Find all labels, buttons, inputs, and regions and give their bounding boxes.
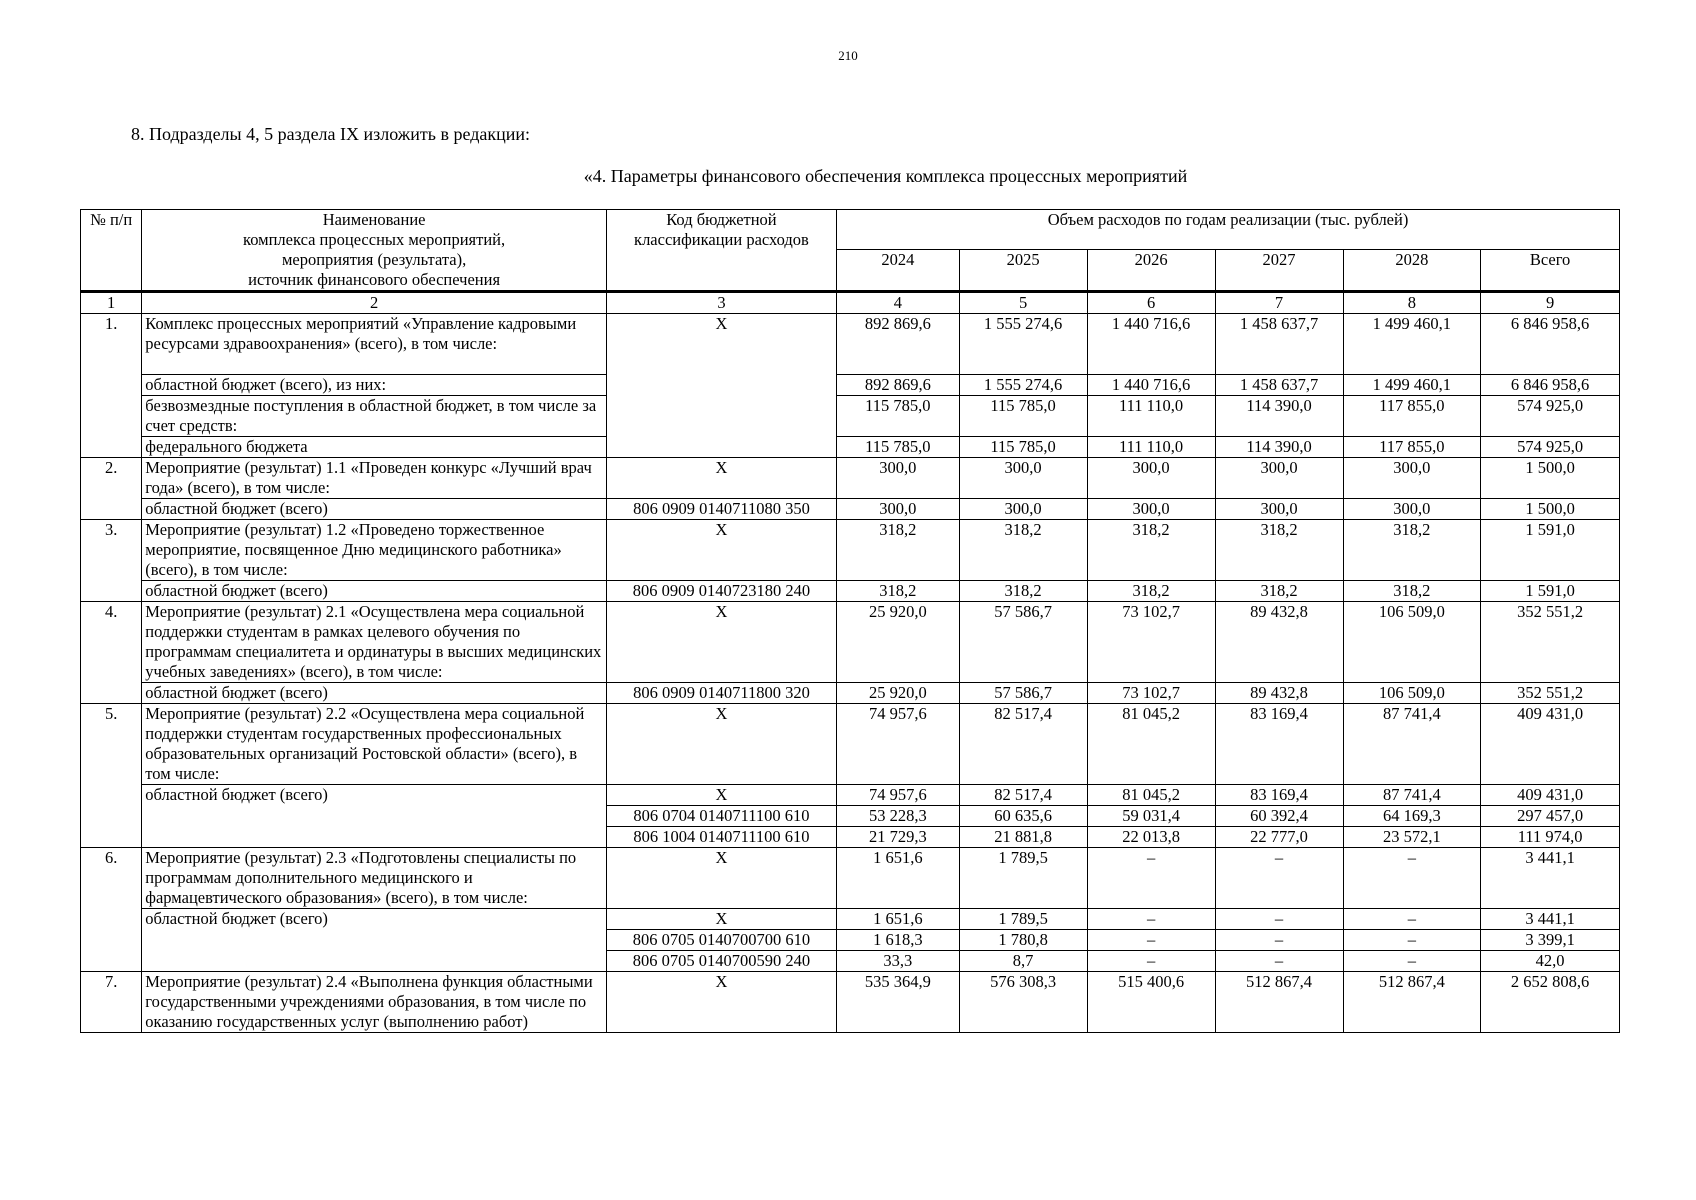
row-value: 81 045,2 xyxy=(1087,785,1215,806)
section-title: «4. Параметры финансового обеспечения комплекса процессных мероприятий xyxy=(583,166,1188,186)
row-num: 6. xyxy=(81,848,142,972)
row-code: 806 1004 0140711100 610 xyxy=(606,827,836,848)
row-value: 111 110,0 xyxy=(1087,396,1215,437)
row-value: 318,2 xyxy=(837,581,960,602)
row-num: 3. xyxy=(81,520,142,602)
row-value: 25 920,0 xyxy=(837,602,960,683)
header-name-line: комплекса процессных мероприятий, xyxy=(243,230,506,249)
row-total: 574 925,0 xyxy=(1481,437,1620,458)
row-total: 409 431,0 xyxy=(1481,785,1620,806)
row-value: – xyxy=(1087,909,1215,930)
table-row xyxy=(81,704,1620,785)
row-value: 106 509,0 xyxy=(1343,683,1481,704)
row-value: 515 400,6 xyxy=(1087,972,1215,1033)
row-num: 2. xyxy=(81,458,142,520)
row-value: 318,2 xyxy=(1215,520,1343,581)
table-row xyxy=(81,848,1620,909)
row-value: 117 855,0 xyxy=(1343,437,1481,458)
row-code: 806 0704 0140711100 610 xyxy=(606,806,836,827)
table-row xyxy=(81,437,1620,458)
col-number: 7 xyxy=(1215,292,1343,314)
row-value: 115 785,0 xyxy=(837,437,960,458)
table-row xyxy=(81,375,1620,396)
table-row xyxy=(81,396,1620,437)
row-value: 1 499 460,1 xyxy=(1343,314,1481,375)
row-value: 318,2 xyxy=(959,581,1087,602)
row-value: 74 957,6 xyxy=(837,785,960,806)
header-year: 2025 xyxy=(959,250,1087,292)
intro-text: 8. Подразделы 4, 5 раздела IX изложить в редакции: xyxy=(131,124,530,144)
row-num: 7. xyxy=(81,972,142,1033)
row-total: 3 441,1 xyxy=(1481,909,1620,930)
row-code: 806 0705 0140700590 240 xyxy=(606,951,836,972)
row-value: 1 651,6 xyxy=(837,848,960,909)
table-row xyxy=(81,499,1620,520)
row-code: X xyxy=(606,704,836,785)
row-value: 73 102,7 xyxy=(1087,602,1215,683)
row-value: 1 651,6 xyxy=(837,909,960,930)
row-total: 6 846 958,6 xyxy=(1481,314,1620,375)
row-value: – xyxy=(1343,951,1481,972)
row-total: 3 441,1 xyxy=(1481,848,1620,909)
row-total: 409 431,0 xyxy=(1481,704,1620,785)
header-name xyxy=(142,210,607,292)
row-value: 300,0 xyxy=(1215,458,1343,499)
row-value: 892 869,6 xyxy=(837,375,960,396)
row-name: областной бюджет (всего) xyxy=(142,683,607,704)
row-total: 1 591,0 xyxy=(1481,520,1620,581)
row-value: – xyxy=(1343,930,1481,951)
row-value: 53 228,3 xyxy=(837,806,960,827)
header-year: 2027 xyxy=(1215,250,1343,292)
row-value: 82 517,4 xyxy=(959,785,1087,806)
row-value: 1 440 716,6 xyxy=(1087,314,1215,375)
row-value: 115 785,0 xyxy=(959,396,1087,437)
row-value: 1 458 637,7 xyxy=(1215,314,1343,375)
header-name-line: Наименование xyxy=(322,210,426,229)
row-code: X xyxy=(606,602,836,683)
row-value: 25 920,0 xyxy=(837,683,960,704)
row-name: Мероприятие (результат) 2.3 «Подготовлены специалисты по программам дополнительного медицинского и фармацевтического образования» (всего), в том числе: xyxy=(142,848,607,909)
table-row xyxy=(81,314,1620,375)
row-total: 42,0 xyxy=(1481,951,1620,972)
col-number: 1 xyxy=(81,292,142,314)
row-value: 300,0 xyxy=(837,499,960,520)
table-row xyxy=(81,909,1620,930)
row-value: 59 031,4 xyxy=(1087,806,1215,827)
col-number: 6 xyxy=(1087,292,1215,314)
row-total: 1 500,0 xyxy=(1481,458,1620,499)
col-number: 4 xyxy=(837,292,960,314)
row-name: областной бюджет (всего) xyxy=(142,785,607,848)
table-row xyxy=(81,683,1620,704)
row-value: 22 777,0 xyxy=(1215,827,1343,848)
row-code: X xyxy=(606,909,836,930)
table-row xyxy=(81,458,1620,499)
row-name: Мероприятие (результат) 1.2 «Проведено торжественное мероприятие, посвященное Дню медицинского работника» (всего), в том числе: xyxy=(142,520,607,581)
row-value: 1 555 274,6 xyxy=(959,314,1087,375)
row-value: 60 392,4 xyxy=(1215,806,1343,827)
header-code xyxy=(606,210,836,292)
row-value: 22 013,8 xyxy=(1087,827,1215,848)
row-name: Мероприятие (результат) 1.1 «Проведен конкурс «Лучший врач года» (всего), в том числе: xyxy=(142,458,607,499)
row-code: X xyxy=(606,848,836,909)
row-value: 512 867,4 xyxy=(1343,972,1481,1033)
financing-table xyxy=(80,209,1620,1033)
row-value: 318,2 xyxy=(959,520,1087,581)
row-code: X xyxy=(606,520,836,581)
row-name: областной бюджет (всего), из них: xyxy=(142,375,607,396)
row-total: 352 551,2 xyxy=(1481,683,1620,704)
row-value: 300,0 xyxy=(1087,499,1215,520)
row-code: 806 0705 0140700700 610 xyxy=(606,930,836,951)
row-value: 535 364,9 xyxy=(837,972,960,1033)
row-total: 3 399,1 xyxy=(1481,930,1620,951)
row-value: – xyxy=(1087,951,1215,972)
table-row xyxy=(81,972,1620,1033)
row-total: 352 551,2 xyxy=(1481,602,1620,683)
row-value: 318,2 xyxy=(837,520,960,581)
row-value: 23 572,1 xyxy=(1343,827,1481,848)
row-value: 576 308,3 xyxy=(959,972,1087,1033)
row-total: 111 974,0 xyxy=(1481,827,1620,848)
header-name-line: мероприятия (результата), xyxy=(281,250,467,269)
row-name: областной бюджет (всего) xyxy=(142,909,607,972)
row-name: Комплекс процессных мероприятий «Управление кадровыми ресурсами здравоохранения» (всего), в том числе: xyxy=(142,314,607,375)
row-value: 74 957,6 xyxy=(837,704,960,785)
row-value: 1 618,3 xyxy=(837,930,960,951)
header-year: 2026 xyxy=(1087,250,1215,292)
row-value: 60 635,6 xyxy=(959,806,1087,827)
row-value: 1 499 460,1 xyxy=(1343,375,1481,396)
row-value: 318,2 xyxy=(1087,581,1215,602)
row-value: 300,0 xyxy=(837,458,960,499)
row-value: 64 169,3 xyxy=(1343,806,1481,827)
column-numbers-row xyxy=(81,292,1620,314)
header-volume: Объем расходов по годам реализации (тыс. рублей) xyxy=(837,210,1620,250)
table-row xyxy=(81,785,1620,806)
row-value: 81 045,2 xyxy=(1087,704,1215,785)
row-value: 87 741,4 xyxy=(1343,785,1481,806)
row-name: Мероприятие (результат) 2.1 «Осуществлена мера социальной поддержки студентам в рамках целевого обучения по программам специалитета и ординатуры в высших медицинских учебных заведениях» (всего), в том числе: xyxy=(142,602,607,683)
row-value: 1 555 274,6 xyxy=(959,375,1087,396)
row-name: областной бюджет (всего) xyxy=(142,499,607,520)
table-row xyxy=(81,520,1620,581)
row-value: 300,0 xyxy=(1087,458,1215,499)
row-value: 111 110,0 xyxy=(1087,437,1215,458)
row-value: 21 881,8 xyxy=(959,827,1087,848)
row-value: – xyxy=(1215,951,1343,972)
row-total: 1 591,0 xyxy=(1481,581,1620,602)
row-value: 1 780,8 xyxy=(959,930,1087,951)
row-total: 574 925,0 xyxy=(1481,396,1620,437)
header-year: 2024 xyxy=(837,250,960,292)
row-num: 5. xyxy=(81,704,142,848)
col-number: 8 xyxy=(1343,292,1481,314)
row-code: 806 0909 0140723180 240 xyxy=(606,581,836,602)
row-total: 6 846 958,6 xyxy=(1481,375,1620,396)
row-code: X xyxy=(606,458,836,499)
row-value: 318,2 xyxy=(1343,520,1481,581)
row-value: – xyxy=(1087,930,1215,951)
row-value: – xyxy=(1215,909,1343,930)
row-value: 300,0 xyxy=(1343,499,1481,520)
table-row xyxy=(81,581,1620,602)
row-value: 57 586,7 xyxy=(959,683,1087,704)
row-value: 21 729,3 xyxy=(837,827,960,848)
row-total: 2 652 808,6 xyxy=(1481,972,1620,1033)
row-value: – xyxy=(1215,930,1343,951)
row-value: 87 741,4 xyxy=(1343,704,1481,785)
row-code: 806 0909 0140711800 320 xyxy=(606,683,836,704)
header-num: № п/п xyxy=(81,210,142,292)
row-value: – xyxy=(1087,848,1215,909)
col-number: 9 xyxy=(1481,292,1620,314)
row-total: 297 457,0 xyxy=(1481,806,1620,827)
row-value: – xyxy=(1343,909,1481,930)
col-number: 3 xyxy=(606,292,836,314)
row-name: безвозмездные поступления в областной бюджет, в том числе за счет средств: xyxy=(142,396,607,437)
header-code-line: классификации расходов xyxy=(634,230,809,249)
row-value: 300,0 xyxy=(959,458,1087,499)
row-value: 83 169,4 xyxy=(1215,704,1343,785)
row-value: 115 785,0 xyxy=(959,437,1087,458)
row-code: X xyxy=(606,785,836,806)
header-code-line: Код бюджетной xyxy=(666,210,777,229)
row-code: 806 0909 0140711080 350 xyxy=(606,499,836,520)
row-value: – xyxy=(1343,848,1481,909)
row-value: 106 509,0 xyxy=(1343,602,1481,683)
row-value: 892 869,6 xyxy=(837,314,960,375)
row-num: 1. xyxy=(81,314,142,458)
table-row xyxy=(81,602,1620,683)
row-num: 4. xyxy=(81,602,142,704)
col-number: 5 xyxy=(959,292,1087,314)
header-row xyxy=(81,210,1620,250)
row-value: 82 517,4 xyxy=(959,704,1087,785)
row-name: федерального бюджета xyxy=(142,437,607,458)
col-number: 2 xyxy=(142,292,607,314)
row-value: 114 390,0 xyxy=(1215,396,1343,437)
row-value: 318,2 xyxy=(1343,581,1481,602)
row-value: 73 102,7 xyxy=(1087,683,1215,704)
row-value: 300,0 xyxy=(1215,499,1343,520)
row-value: 318,2 xyxy=(1087,520,1215,581)
row-value: 117 855,0 xyxy=(1343,396,1481,437)
row-value: 512 867,4 xyxy=(1215,972,1343,1033)
page-number: 210 xyxy=(838,48,858,63)
header-total: Всего xyxy=(1481,250,1620,292)
row-value: 33,3 xyxy=(837,951,960,972)
header-name-line: источник финансового обеспечения xyxy=(248,270,501,289)
row-value: 300,0 xyxy=(1343,458,1481,499)
row-code: X xyxy=(606,314,836,458)
row-value: 318,2 xyxy=(1215,581,1343,602)
header-year: 2028 xyxy=(1343,250,1481,292)
row-total: 1 500,0 xyxy=(1481,499,1620,520)
row-name: областной бюджет (всего) xyxy=(142,581,607,602)
row-code: X xyxy=(606,972,836,1033)
row-value: 8,7 xyxy=(959,951,1087,972)
row-name: Мероприятие (результат) 2.2 «Осуществлена мера социальной поддержки студентам государственных профессиональных образовательных организаций Ростовской области» (всего), в том числе: xyxy=(142,704,607,785)
row-value: 115 785,0 xyxy=(837,396,960,437)
row-value: 114 390,0 xyxy=(1215,437,1343,458)
row-value: 1 789,5 xyxy=(959,848,1087,909)
row-value: 1 789,5 xyxy=(959,909,1087,930)
row-value: 57 586,7 xyxy=(959,602,1087,683)
row-name: Мероприятие (результат) 2.4 «Выполнена функция областными государственными учреждениями образования, в том числе по оказанию государственных услуг (выполнению работ) xyxy=(142,972,607,1033)
row-value: – xyxy=(1215,848,1343,909)
row-value: 1 440 716,6 xyxy=(1087,375,1215,396)
row-value: 89 432,8 xyxy=(1215,683,1343,704)
row-value: 1 458 637,7 xyxy=(1215,375,1343,396)
row-value: 83 169,4 xyxy=(1215,785,1343,806)
row-value: 300,0 xyxy=(959,499,1087,520)
row-value: 89 432,8 xyxy=(1215,602,1343,683)
